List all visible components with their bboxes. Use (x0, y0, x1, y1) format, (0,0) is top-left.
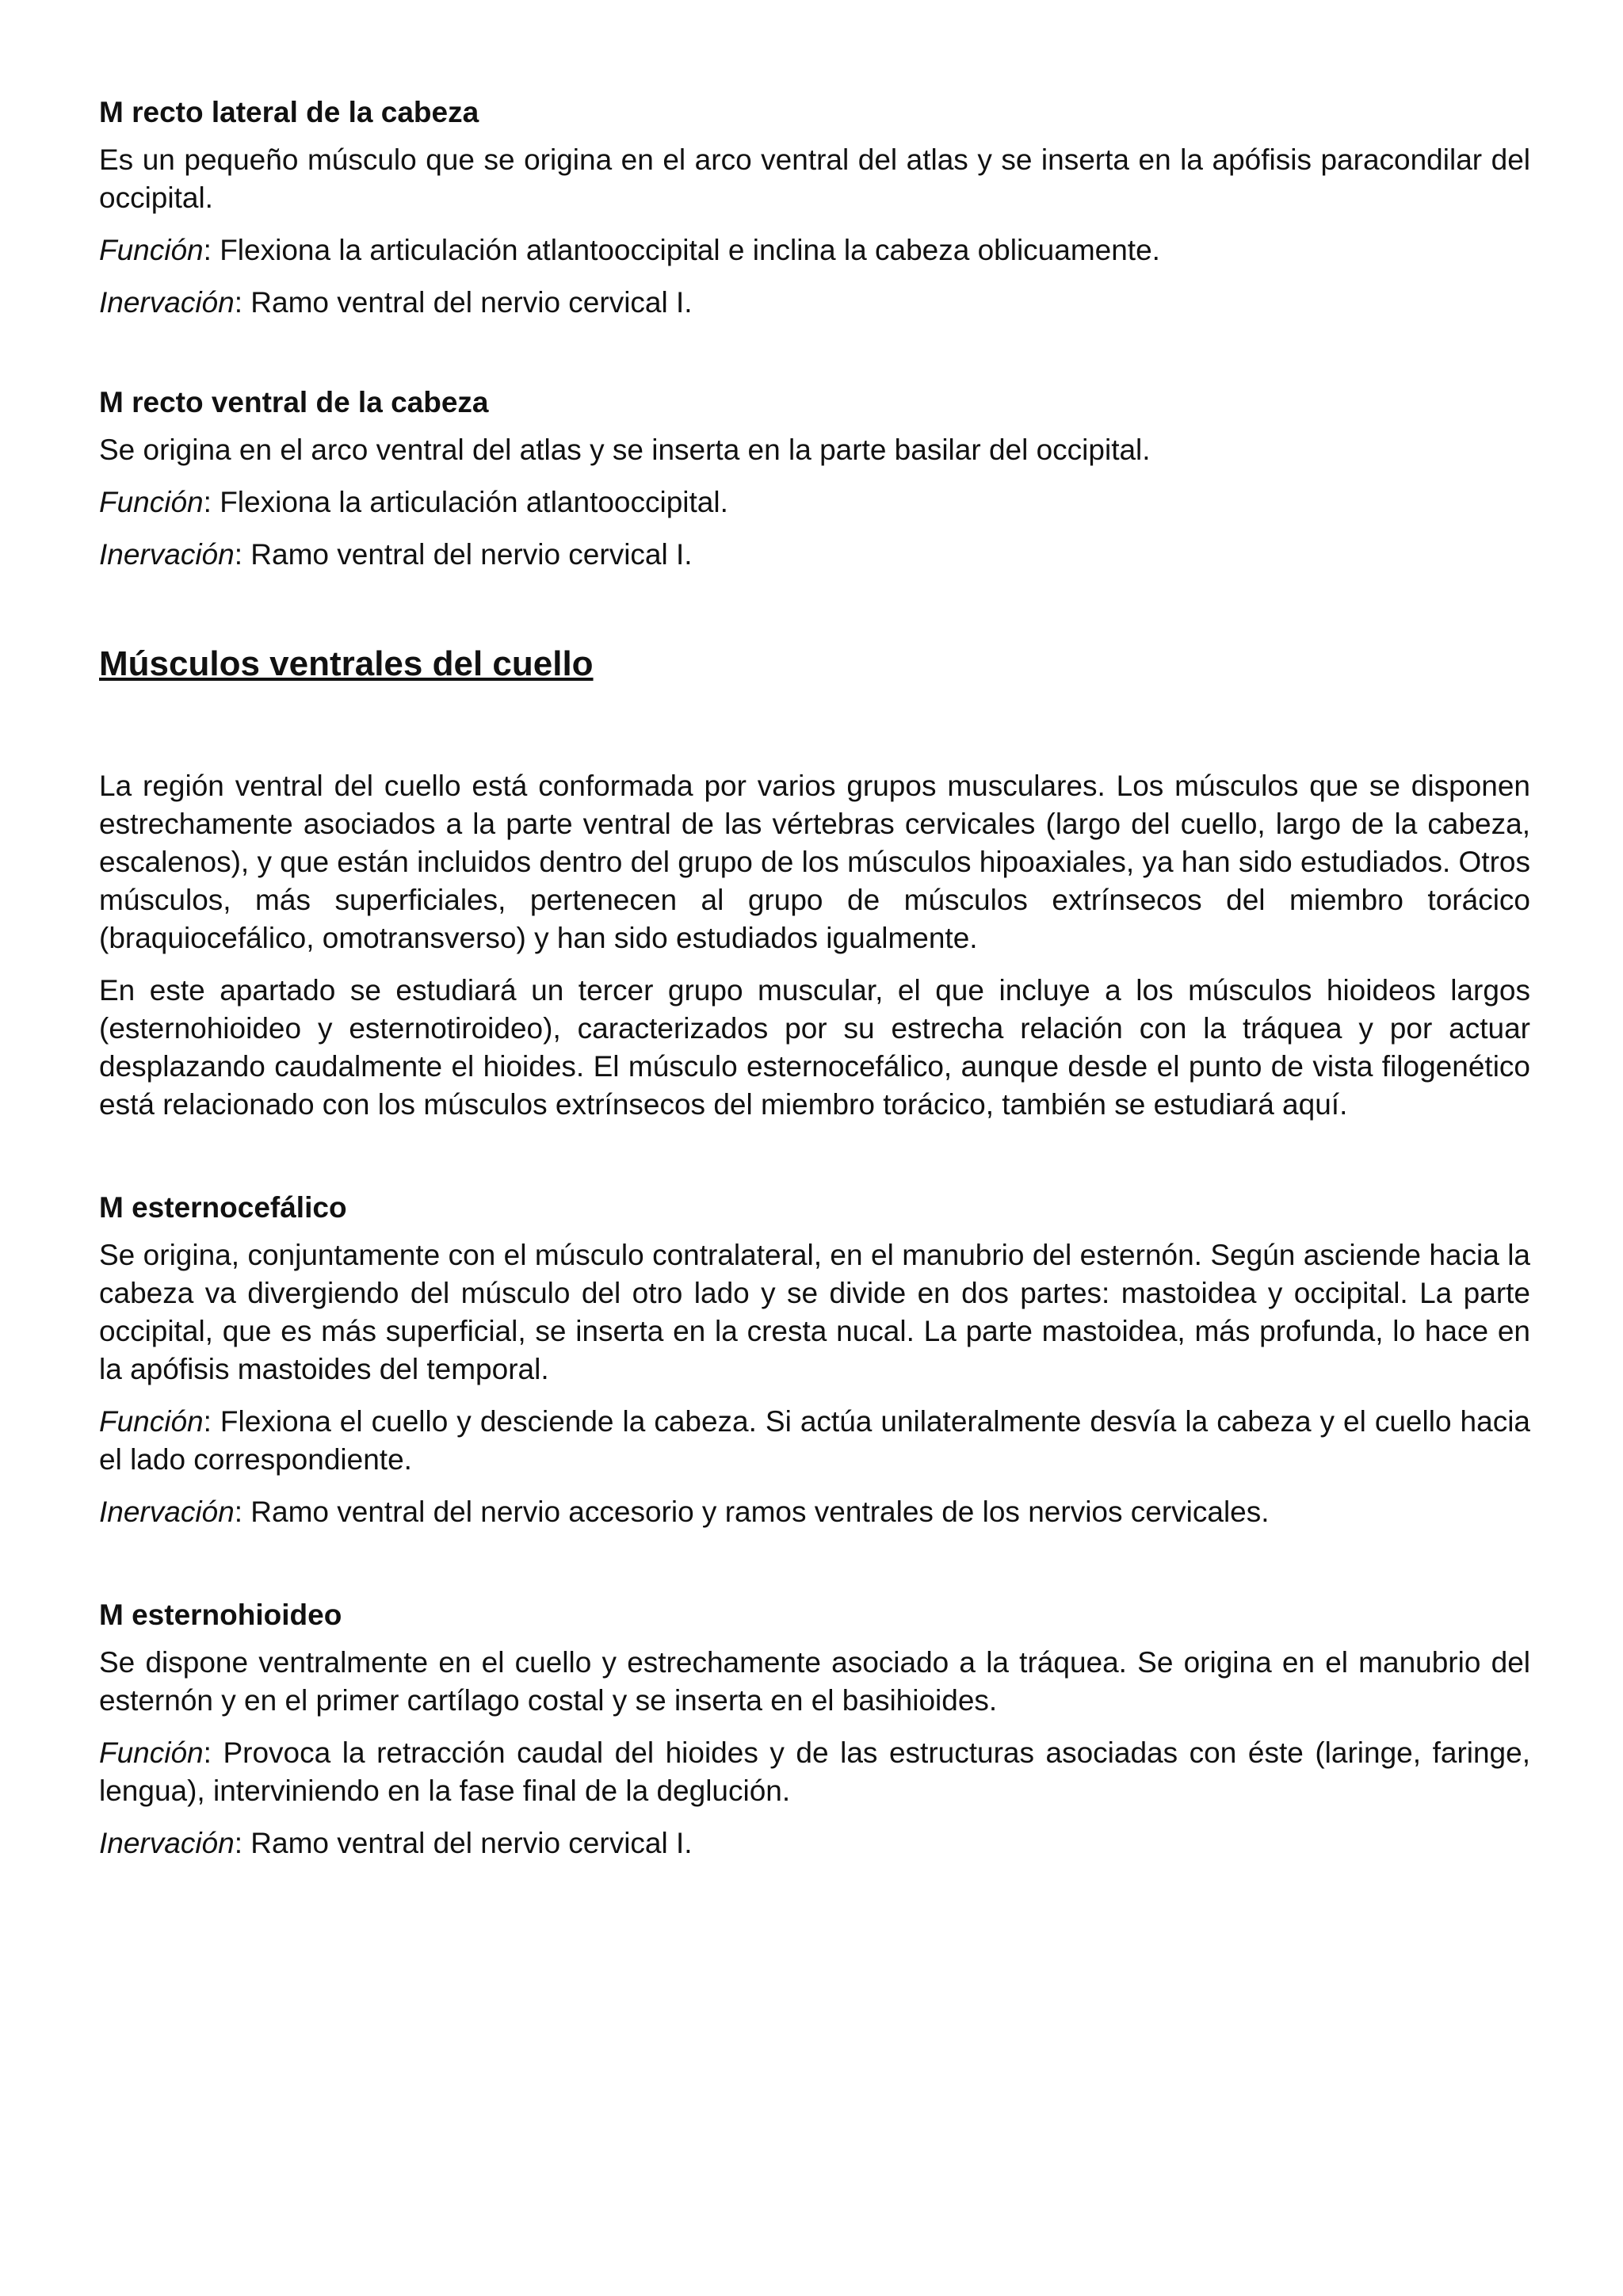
inervacion-text: : Ramo ventral del nervio cervical I. (234, 1827, 693, 1859)
section-esternohioideo (99, 1596, 1530, 1862)
intro-paragraph: En este apartado se estudiará un tercer grupo muscular, el que incluye a los músculos hioideos largos (esternohioideo y esternotiroideo), caracterizados por su estrecha relación con la tráquea y por actuar desplazando caudalmente el hioides. El músculo esternocefálico, aunque desde el punto de vista filogenético está relacionado con los músculos extrínsecos del miembro torácico, también se estudiará aquí. (99, 974, 1530, 1121)
funcion-text: : Provoca la retracción caudal del hioides y de las estructuras asociadas con éste (laringe, faringe, lengua), interviniendo en la fase final de la deglución. (99, 1736, 1530, 1807)
funcion-label: Función (99, 486, 204, 518)
inervacion-label: Inervación (99, 1496, 235, 1528)
inervacion-text: : Ramo ventral del nervio accesorio y ramos ventrales de los nervios cervicales. (234, 1496, 1270, 1528)
funcion-text: : Flexiona la articulación atlantooccipital e inclina la cabeza oblicuamente. (203, 234, 1160, 266)
section-title: M esternocefálico (99, 1191, 347, 1224)
funcion-line (99, 1734, 1530, 1810)
document-page (99, 94, 1530, 1877)
funcion-line (99, 231, 1530, 269)
chapter-heading: Músculos ventrales del cuello (99, 644, 594, 683)
inervacion-text: : Ramo ventral del nervio cervical I. (234, 538, 693, 571)
inervacion-label: Inervación (99, 286, 235, 319)
funcion-text: : Flexiona la articulación atlantooccipital. (203, 486, 728, 518)
section-description: Es un pequeño músculo que se origina en el arco ventral del atlas y se inserta en la apófisis paracondilar del occipital. (99, 143, 1530, 214)
funcion-label: Función (99, 1736, 204, 1769)
funcion-label: Función (99, 234, 204, 266)
funcion-line (99, 483, 1530, 521)
section-title: M recto ventral de la cabeza (99, 386, 489, 418)
inervacion-line (99, 536, 1530, 574)
section-esternocefalico (99, 1189, 1530, 1531)
funcion-label: Función (99, 1405, 204, 1438)
inervacion-label: Inervación (99, 538, 235, 571)
section-description: Se dispone ventralmente en el cuello y estrechamente asociado a la tráquea. Se origina en el manubrio del esternón y en el primer cartílago costal y se inserta en el basihioides. (99, 1646, 1530, 1717)
funcion-line (99, 1403, 1530, 1479)
inervacion-line (99, 1824, 1530, 1862)
section-title: M recto lateral de la cabeza (99, 96, 479, 128)
inervacion-label: Inervación (99, 1827, 235, 1859)
intro-paragraph: La región ventral del cuello está conformada por varios grupos musculares. Los músculos que se disponen estrechamente asociados a la parte ventral de las vértebras cervicales (largo del cuello, largo de la cabeza, escalenos), y que están incluidos dentro del grupo de los músculos hipoaxiales, ya han sido estudiados. Otros músculos, más superficiales, pertenecen al grupo de músculos extrínsecos del miembro torácico (braquiocefálico, omotransverso) y han sido estudiados igualmente. (99, 770, 1530, 954)
section-description: Se origina, conjuntamente con el músculo contralateral, en el manubrio del esternón. Según asciende hacia la cabeza va divergiendo del músculo del otro lado y se divide en dos partes: mastoidea y occipital. La parte occipital, que es más superficial, se inserta en la cresta nucal. La parte mastoidea, más profunda, lo hace en la apófisis mastoides del temporal. (99, 1239, 1530, 1385)
section-recto-lateral (99, 94, 1530, 322)
inervacion-line (99, 284, 1530, 322)
inervacion-text: : Ramo ventral del nervio cervical I. (234, 286, 693, 319)
section-title: M esternohioideo (99, 1599, 342, 1631)
section-recto-ventral (99, 384, 1530, 574)
inervacion-line (99, 1493, 1530, 1531)
funcion-text: : Flexiona el cuello y desciende la cabeza. Si actúa unilateralmente desvía la cabeza y el cuello hacia el lado correspondiente. (99, 1405, 1530, 1476)
section-description: Se origina en el arco ventral del atlas y se inserta en la parte basilar del occipital. (99, 434, 1151, 466)
